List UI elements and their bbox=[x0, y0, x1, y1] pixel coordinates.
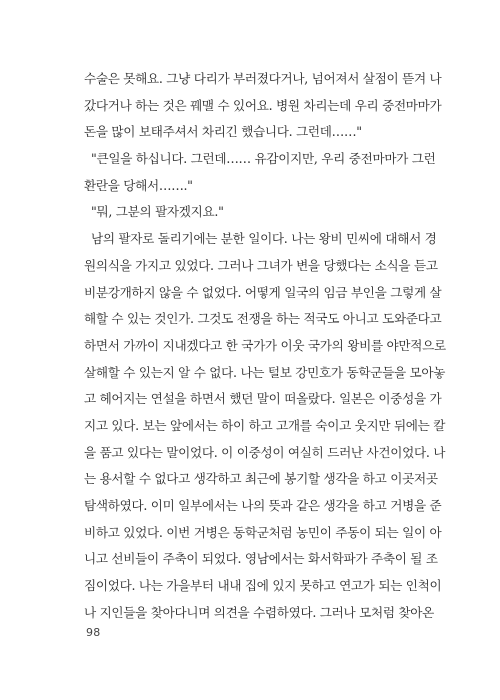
text-line: 고 헤어지는 연설을 하면서 했던 말이 떠올랐다. 일본은 이중성을 가 bbox=[84, 391, 442, 407]
paragraph-start-line: 남의 팔자로 돌리기에는 분한 일이다. 나는 왕비 민씨에 대해서 경 bbox=[91, 231, 437, 247]
page-number: 98 bbox=[86, 626, 101, 639]
text-line: 탐색하였다. 이미 일부에서는 나의 뜻과 같은 생각을 하고 거병을 준 bbox=[84, 498, 442, 513]
text-line: 지고 있다. 보는 앞에서는 하이 하고 고개를 숙이고 웃지만 뒤에는 칼 bbox=[84, 417, 446, 433]
text-line: 하면서 가까이 지내겠다고 한 국가가 이웃 국가의 왕비를 야만적으로 bbox=[84, 337, 446, 353]
text-line: 원의식을 가지고 있었다. 그러나 그녀가 변을 당했다는 소식을 듣고 bbox=[84, 257, 438, 273]
dialogue-line: "뭐, 그분의 팔자겠지요." bbox=[91, 204, 224, 220]
text-line: 니고 선비들이 주축이 되었다. 영남에서는 화서학파가 주축이 될 조 bbox=[84, 551, 438, 567]
text-line: 수술은 못해요. 그냥 다리가 부러졌다거나, 넘어져서 살점이 뜯겨 나 bbox=[84, 71, 442, 86]
dialogue-line: "큰일을 하십니다. 그런데…… 유감이지만, 우리 중전마마가 그런 bbox=[91, 151, 436, 167]
text-line: 나 지인들을 찾아다니며 의견을 수렴하였다. 그러나 모처럼 찾아온 bbox=[84, 604, 434, 620]
text-line: 환란을 당해서……." bbox=[84, 177, 193, 193]
text-line: 갔다거나 하는 것은 꿰맬 수 있어요. 병원 차리는데 우리 중전마마가 bbox=[84, 97, 442, 113]
text-line: 비하고 있었다. 이번 거병은 동학군처럼 농민이 주동이 되는 일이 아 bbox=[84, 524, 442, 540]
text-line: 해할 수 있는 것인가. 그것도 전쟁을 하는 적국도 아니고 도와준다고 bbox=[84, 311, 442, 327]
text-line: 는 용서할 수 없다고 생각하고 최근에 봉기할 생각을 하고 이곳저곳 bbox=[84, 471, 438, 487]
text-line: 돈을 많이 보태주셔서 차리긴 했습니다. 그런데……" bbox=[84, 124, 362, 140]
text-line: 을 품고 있다는 말이었다. 이 이중성이 여실히 드러난 사건이었다. 나 bbox=[84, 444, 446, 460]
body-text bbox=[84, 66, 446, 626]
text-line: 비분강개하지 않을 수 없었다. 어떻게 일국의 임금 부인을 그렇게 살 bbox=[84, 284, 442, 300]
text-line: 살해할 수 있는지 알 수 없다. 나는 털보 강민호가 동학군들을 모아놓 bbox=[84, 364, 446, 380]
text-line: 짐이었다. 나는 가을부터 내내 집에 있지 못하고 연고가 되는 인척이 bbox=[84, 578, 442, 594]
